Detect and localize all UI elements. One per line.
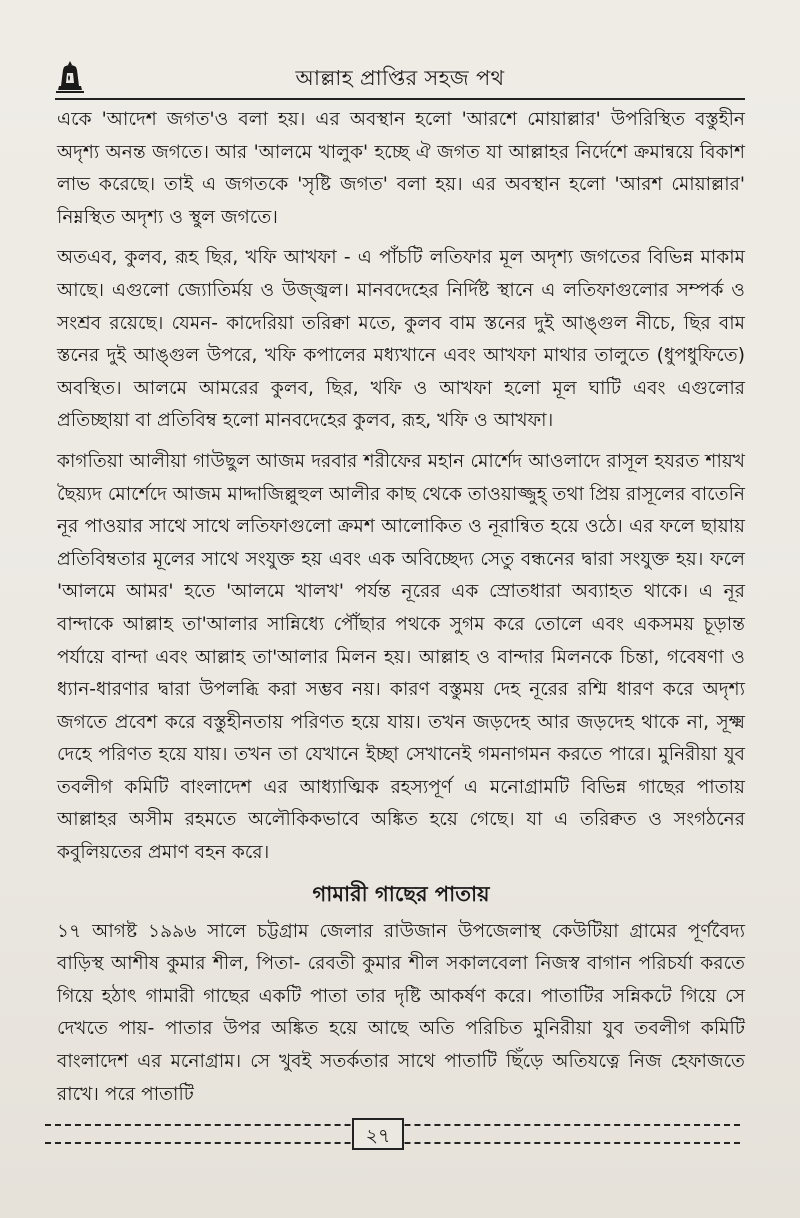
page-number: ২৭ (352, 1118, 404, 1150)
paragraph-3: কাগতিয়া আলীয়া গাউছুল আজম দরবার শরীফের মহান মোর্শেদ আওলাদে রাসূল হযরত শায়খ ছৈয়্যদ মোর্শেদে আজম মাদ্দাজিল্লুহুল আলীর কাছ থেকে তাওয়াজ্জুহ্ তথা প্রিয় রাসূলের বাতেনি নূর পাওয়ার সাথে সাথে লতিফাগুলো ক্রমশ আলোকিত ও নূরান্বিত হয়ে ওঠে। এর ফলে ছায়ায় প্রতিবিম্বতার মূলের সাথে সংযুক্ত হয় এবং এক অবিচ্ছেদ্য সেতু বন্ধনের দ্বারা সংযুক্ত হয়। ফলে 'আলমে আমর' হতে 'আলমে খালখ' পর্যন্ত নূরের এক স্রোতধারা অব্যাহত থাকে। এ নূর বান্দাকে আল্লাহ তা'আলার সান্নিধ্যে পৌঁছার পথকে সুগম করে তোলে এবং একসময় চূড়ান্ত পর্যায়ে বান্দা এবং আল্লাহ তা'আলার মিলন হয়। আল্লাহ ও বান্দার মিলনকে চিন্তা, গবেষণা ও ধ্যান-ধারণার দ্বারা উপলব্ধি করা সম্ভব নয়। কারণ বস্তুময় দেহ নূরের রশ্মি ধারণ করে অদৃশ্য জগতে প্রবেশ করে বস্তুহীনতায় পরিণত হয়ে যায়। তখন জড়দেহ আর জড়দেহ থাকে না, সূক্ষ্ম দেহে পরিণত হয়ে যায়। তখন তা যেখানে ইচ্ছা সেখানেই গমনাগমন করতে পারে। মুনিরীয়া যুব তবলীগ কমিটি বাংলাদেশ এর আধ্যাত্মিক রহস্যপূর্ণ এ মনোগ্রামটি বিভিন্ন গাছের পাতায় আল্লাহর অসীম রহমতে অলৌকিকভাবে অঙ্কিত হয়ে গেছে। যা এ তরিক্বত ও সংগঠনের কবুলিয়তের প্রমাণ বহন করে। (57, 450, 745, 864)
running-header (55, 58, 745, 98)
section-heading: গামারী গাছের পাতায় (312, 881, 490, 906)
page-footer (45, 1118, 740, 1158)
section-paragraph: ১৭ আগষ্ট ১৯৯৬ সালে চট্টগ্রাম জেলার রাউজান উপজেলাস্থ কেউটিয়া গ্রামের পূর্ণবৈদ্য বাড়িস্থ আশীষ কুমার শীল, পিতা- রেবতী কুমার শীল সকালবেলা নিজস্ব বাগান পরিচর্যা করতে গিয়ে হঠাৎ গামারী গাছের একটি পাতা তার দৃষ্টি আকর্ষণ করে। পাতাটির সন্নিকটে গিয়ে সে দেখতে পায়- পাতার উপর অঙ্কিত হয়ে আছে অতি পরিচিত মুনিরীয়া যুব তবলীগ কমিটি বাংলাদেশ এর মনোগ্রাম। সে খুবই সতর্কতার সাথে পাতাটি ছিঁড়ে অতিযত্নে নিজ হেফাজতে রাখে। পরে পাতাটি (57, 920, 745, 1105)
header-title: আল্লাহ প্রাপ্তির সহজ পথ (295, 66, 505, 90)
paragraph-2: অতএব, কুলব, রূহ ছির, খফি আখফা - এ পাঁচটি লতিফার মূল অদৃশ্য জগতের বিভিন্ন মাকাম আছে। এগুলো জ্যোতির্ময় ও উজ্জ্বল। মানবদেহের নির্দিষ্ট স্থানে এ লতিফাগুলোর সম্পর্ক ও সংশ্রব রয়েছে। যেমন- কাদেরিয়া তরিক্বা মতে, কুলব বাম স্তনের দুই আঙ্গুল নীচে, ছির বাম স্তনের দুই আঙ্গুল উপরে, খফি কপালের মধ্যখানে এবং আখফা মাথার তালুতে (ধুপধুফিতে) অবস্থিত। আলমে আমরের কুলব, ছির, খফি ও আখফা হলো মূল ঘাটি এবং এগুলোর প্রতিচ্ছায়া বা প্রতিবিম্ব হলো মানবদেহের কুলব, রূহ, খফি ও আখফা। (57, 247, 745, 432)
paragraph-1: একে 'আদেশ জগত'ও বলা হয়। এর অবস্থান হলো 'আরশে মোয়াল্লার' উপরিস্থিত বস্তুহীন অদৃশ্য অনন্ত জগতে। আর 'আলমে খালুক' হচ্ছে ঐ জগত যা আল্লাহর নির্দেশে ক্রমান্বয়ে বিকাশ লাভ করেছে। তাই এ জগতকে 'সৃষ্টি জগত' বলা হয়। এর অবস্থান হলো 'আরশ মোয়াল্লার' নিম্নস্থিত অদৃশ্য ও স্থুল জগতে। (57, 109, 745, 228)
header-rule (55, 98, 745, 100)
body-text (57, 104, 745, 1119)
